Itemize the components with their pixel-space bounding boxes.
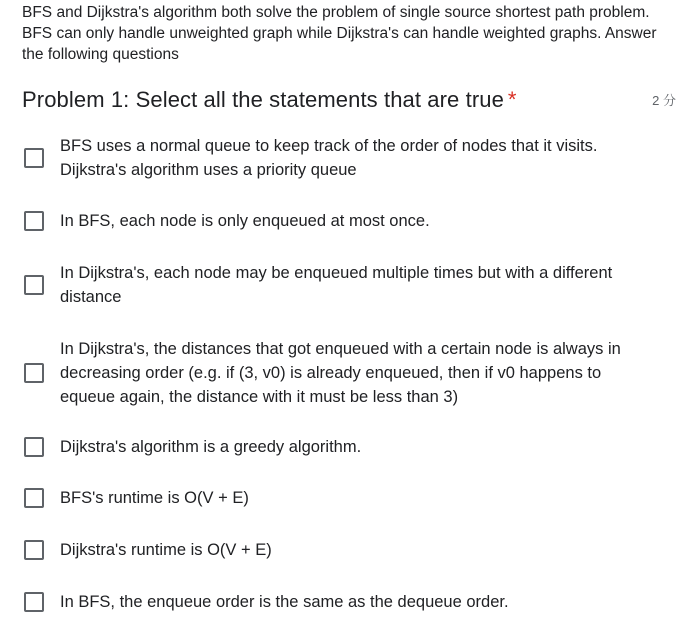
checkbox-2[interactable] [24,211,44,231]
question-header [22,84,678,118]
checkbox-7[interactable] [24,540,44,560]
intro-line-3: the following questions [22,46,179,63]
option-4[interactable] [24,337,674,409]
checkbox-4[interactable] [24,363,44,383]
option-3[interactable] [24,261,674,309]
option-2-label: In BFS, each node is only enqueued at most once. [60,212,430,230]
option-7[interactable] [24,538,674,562]
checkbox-6[interactable] [24,488,44,508]
option-1-label: BFS uses a normal queue to keep track of the order of nodes that it visits. Dijkstra's algorithm uses a priority queue [60,137,598,179]
option-1[interactable] [24,134,674,182]
question-title [22,84,517,116]
checkbox-1[interactable] [24,148,44,168]
required-asterisk: * [507,87,517,112]
intro-text [22,2,682,65]
checkbox-8[interactable] [24,592,44,612]
intro-line-1: BFS and Dijkstra's algorithm both solve the problem of single source shortest path problem. [22,4,650,21]
option-8[interactable] [24,590,674,614]
option-3-label: In Dijkstra's, each node may be enqueued multiple times but with a different distance [60,264,613,306]
option-6-label: BFS's runtime is O(V + E) [60,489,249,507]
option-2[interactable] [24,209,674,233]
option-4-label: In Dijkstra's, the distances that got enqueued with a certain node is always in decreasing order (e.g. if (3, v0) is already enqueued, then if v0 happens to equeue again, the distance with it must be less than 3) [60,340,621,406]
checkbox-3[interactable] [24,275,44,295]
option-8-label: In BFS, the enqueue order is the same as the dequeue order. [60,593,509,611]
option-7-label: Dijkstra's runtime is O(V + E) [60,541,272,559]
question-title-text: Problem 1: Select all the statements that are true [22,87,504,112]
checkbox-5[interactable] [24,437,44,457]
option-5[interactable] [24,435,674,459]
intro-line-2: BFS can only handle unweighted graph while Dijkstra's can handle weighted graphs. Answer [22,25,657,42]
points-label: 2 分 [652,93,676,108]
option-5-label: Dijkstra's algorithm is a greedy algorithm. [60,438,362,456]
option-6[interactable] [24,486,674,510]
